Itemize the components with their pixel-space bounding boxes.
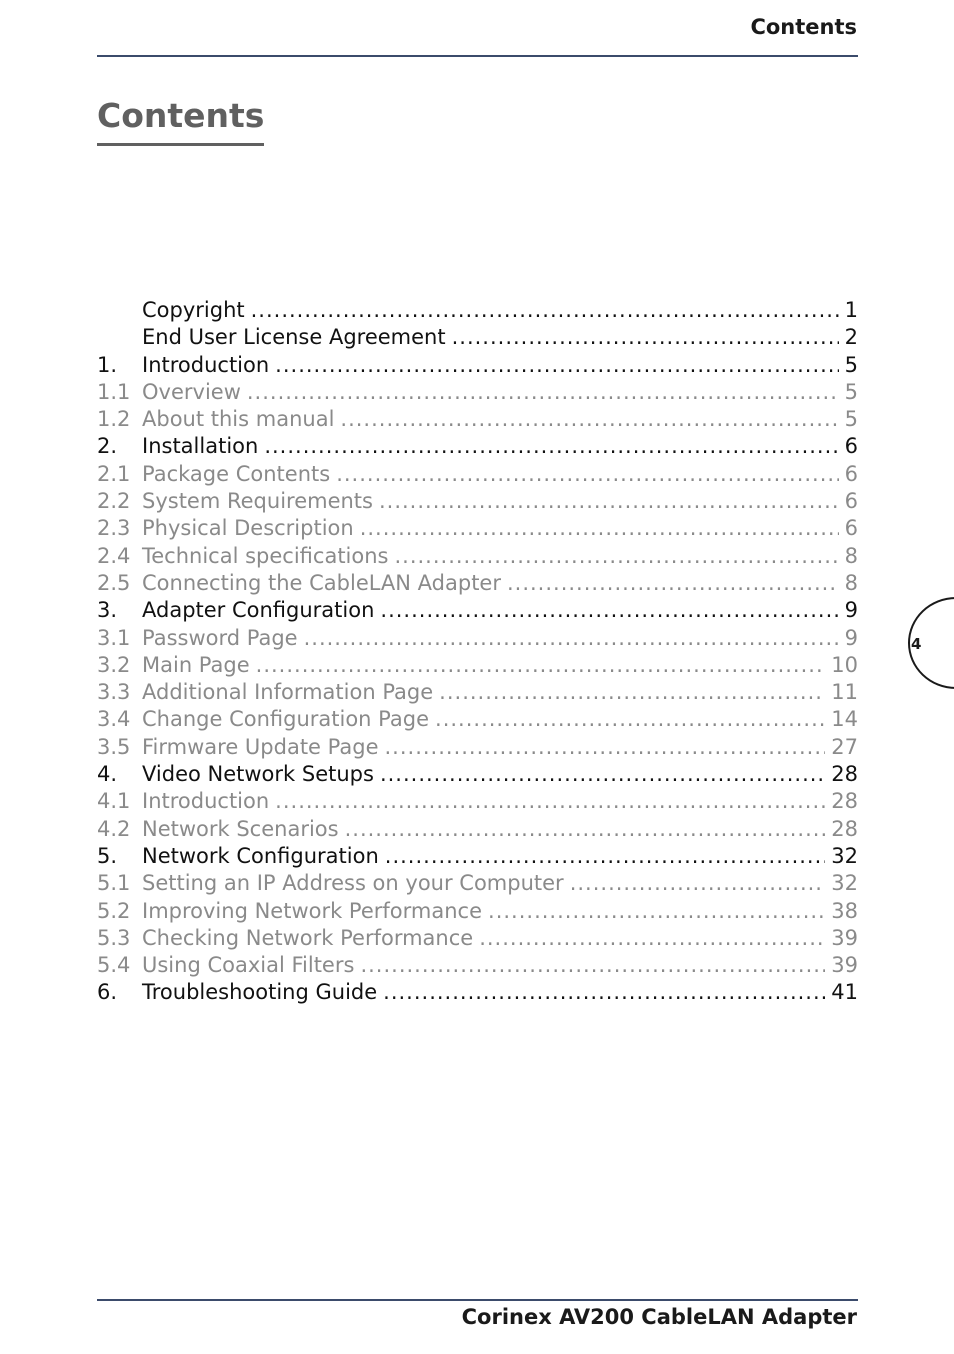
toc-entry-page: 10 — [831, 652, 858, 677]
toc-entry-number: 2.2 — [97, 489, 131, 514]
toc-leader-dots — [479, 925, 825, 952]
toc-leader-dots — [345, 816, 826, 843]
toc-entry[interactable] — [97, 870, 858, 897]
toc-entry-label: Setting an IP Address on your Computer — [142, 871, 564, 896]
toc-entry-label: System Requirements — [142, 489, 373, 514]
toc-entry[interactable] — [97, 515, 858, 542]
toc-entry-label: Network Configuration — [142, 843, 379, 868]
toc-entry-page: 28 — [831, 789, 858, 814]
toc-entry-page: 28 — [831, 762, 858, 787]
toc-entry[interactable] — [97, 625, 858, 652]
toc-entry-page: 32 — [831, 843, 858, 868]
toc-entry-page: 11 — [831, 680, 858, 705]
toc-entry-number: 2.5 — [97, 570, 131, 595]
toc-entry[interactable] — [97, 816, 858, 843]
toc-entry-label: Password Page — [142, 625, 298, 650]
toc-entry-page: 27 — [831, 734, 858, 759]
toc-entry-number: 2.3 — [97, 516, 131, 541]
toc-leader-dots — [247, 379, 839, 406]
toc-entry[interactable] — [97, 379, 858, 406]
toc-leader-dots — [275, 788, 825, 815]
table-of-contents — [97, 297, 858, 1007]
toc-entry-number: 2.4 — [97, 543, 131, 568]
toc-entry-number: 1. — [97, 352, 118, 377]
toc-leader-dots — [275, 352, 838, 379]
toc-entry-number: 5.4 — [97, 953, 131, 978]
toc-leader-dots — [336, 461, 838, 488]
toc-entry-label: Main Page — [142, 652, 250, 677]
toc-entry[interactable] — [97, 979, 858, 1006]
toc-entry-label: Introduction — [142, 352, 270, 377]
toc-entry-label: Using Coaxial Filters — [142, 953, 355, 978]
toc-leader-dots — [360, 952, 825, 979]
toc-entry-number: 3.4 — [97, 707, 131, 732]
toc-entry-label: Connecting the CableLAN Adapter — [142, 570, 501, 595]
toc-entry-page: 5 — [844, 407, 858, 432]
toc-entry-page: 9 — [844, 625, 858, 650]
toc-entry-label: Copyright — [142, 298, 245, 322]
toc-entry-number: 5.2 — [97, 898, 131, 923]
toc-entry-label: Adapter Configuration — [142, 598, 375, 623]
toc-leader-dots — [383, 979, 825, 1006]
toc-leader-dots — [452, 324, 839, 351]
toc-entry-number: 4.1 — [97, 789, 131, 814]
toc-leader-dots — [264, 433, 838, 460]
toc-entry-page: 6 — [844, 434, 858, 459]
toc-entry-label: Additional Information Page — [142, 680, 434, 705]
toc-entry-page: 5 — [844, 379, 858, 404]
page-title: Contents — [97, 95, 264, 146]
toc-leader-dots — [380, 761, 825, 788]
toc-entry[interactable] — [97, 706, 858, 733]
toc-entry[interactable] — [97, 406, 858, 433]
toc-entry[interactable] — [97, 952, 858, 979]
toc-entry-label: Checking Network Performance — [142, 925, 474, 950]
toc-entry[interactable] — [97, 925, 858, 952]
toc-entry-label: End User License Agreement — [142, 325, 446, 350]
toc-leader-dots — [385, 734, 826, 761]
toc-entry[interactable] — [97, 898, 858, 925]
header-divider — [97, 55, 858, 57]
toc-entry[interactable] — [97, 433, 858, 460]
toc-entry-page: 8 — [844, 570, 858, 595]
toc-entry-number: 3.3 — [97, 680, 131, 705]
toc-entry-page: 28 — [831, 816, 858, 841]
toc-leader-dots — [385, 843, 825, 870]
toc-entry-label: Technical specifications — [142, 543, 389, 568]
toc-leader-dots — [251, 297, 839, 324]
toc-entry-label: About this manual — [142, 407, 335, 432]
running-footer: Corinex AV200 CableLAN Adapter — [461, 1305, 857, 1329]
toc-entry[interactable] — [97, 352, 858, 379]
toc-entry-label: Firmware Update Page — [142, 734, 379, 759]
toc-entry-number: 5.1 — [97, 871, 131, 896]
toc-entry[interactable] — [97, 324, 858, 351]
toc-leader-dots — [507, 570, 839, 597]
toc-leader-dots — [394, 543, 838, 570]
toc-entry-number: 3.5 — [97, 734, 131, 759]
toc-entry-label: Improving Network Performance — [142, 898, 483, 923]
toc-entry[interactable] — [97, 488, 858, 515]
toc-entry-number: 3.1 — [97, 625, 131, 650]
toc-entry-page: 6 — [844, 516, 858, 541]
toc-entry-page: 6 — [844, 489, 858, 514]
toc-leader-dots — [340, 406, 838, 433]
toc-entry-number: 1.2 — [97, 407, 131, 432]
toc-entry-label: Installation — [142, 434, 259, 459]
toc-entry-page: 6 — [844, 461, 858, 486]
toc-entry-number: 6. — [97, 980, 118, 1005]
toc-entry-page: 14 — [831, 707, 858, 732]
toc-leader-dots — [379, 488, 839, 515]
toc-entry-number: 3.2 — [97, 652, 131, 677]
toc-entry[interactable] — [97, 843, 858, 870]
toc-entry[interactable] — [97, 734, 858, 761]
toc-entry-page: 8 — [844, 543, 858, 568]
toc-entry[interactable] — [97, 570, 858, 597]
toc-entry-page: 9 — [844, 598, 858, 623]
footer-divider — [97, 1299, 858, 1301]
toc-leader-dots — [435, 706, 825, 733]
page-number: 4 — [911, 635, 922, 653]
toc-entry-number: 5.3 — [97, 925, 131, 950]
toc-entry-page: 1 — [844, 298, 858, 322]
toc-entry-page: 39 — [831, 953, 858, 978]
toc-entry[interactable] — [97, 297, 858, 324]
toc-entry-page: 5 — [844, 352, 858, 377]
toc-entry-number: 4. — [97, 762, 118, 787]
toc-leader-dots — [360, 515, 839, 542]
toc-entry-page: 38 — [831, 898, 858, 923]
toc-entry[interactable] — [97, 461, 858, 488]
toc-entry-page: 39 — [831, 925, 858, 950]
toc-entry[interactable] — [97, 679, 858, 706]
toc-leader-dots — [256, 652, 826, 679]
toc-leader-dots — [304, 625, 839, 652]
running-header: Contents — [750, 15, 857, 39]
toc-entry-label: Package Contents — [142, 461, 331, 486]
toc-entry[interactable] — [97, 761, 858, 788]
toc-leader-dots — [570, 870, 826, 897]
toc-entry[interactable] — [97, 652, 858, 679]
toc-entry-label: Change Configuration Page — [142, 707, 430, 732]
toc-leader-dots — [488, 898, 825, 925]
toc-entry-label: Introduction — [142, 789, 270, 814]
toc-entry-number: 3. — [97, 598, 118, 623]
toc-entry[interactable] — [97, 597, 858, 624]
toc-entry-label: Overview — [142, 379, 241, 404]
toc-entry[interactable] — [97, 543, 858, 570]
toc-entry-number: 5. — [97, 843, 118, 868]
toc-entry-number: 1.1 — [97, 379, 131, 404]
toc-leader-dots — [439, 679, 825, 706]
toc-entry-label: Troubleshooting Guide — [142, 980, 378, 1005]
toc-entry-page: 2 — [844, 325, 858, 350]
toc-entry-label: Network Scenarios — [142, 816, 339, 841]
toc-entry-page: 32 — [831, 871, 858, 896]
toc-entry[interactable] — [97, 788, 858, 815]
toc-leader-dots — [380, 597, 838, 624]
toc-entry-number: 2.1 — [97, 461, 131, 486]
toc-entry-number: 4.2 — [97, 816, 131, 841]
toc-entry-page: 41 — [831, 980, 858, 1005]
toc-entry-label: Physical Description — [142, 516, 354, 541]
toc-entry-number: 2. — [97, 434, 118, 459]
toc-entry-label: Video Network Setups — [142, 762, 374, 787]
